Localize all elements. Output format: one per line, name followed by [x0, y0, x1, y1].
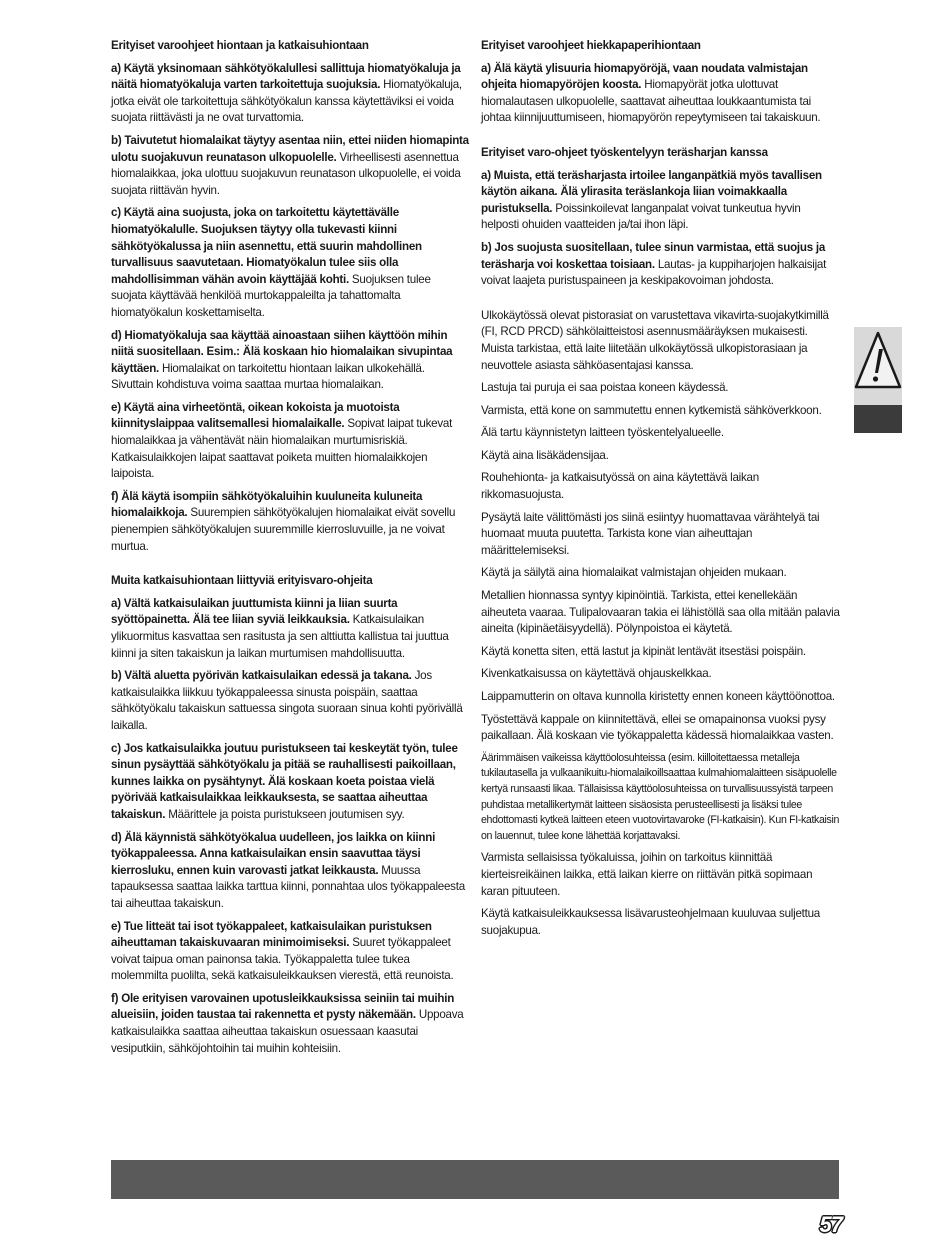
item-text: Katkaisulaikan ylikuormitus kasvattaa sen rasitusta ja sen alttiutta kallistua tai juuttua kiinni ja siten takaiskun ja laikan murtumisen mahdollisuutta. [111, 613, 449, 660]
paragraph: Käytä aina lisäkädensijaa. [481, 448, 609, 462]
item-text: Hiomapyörät jotka ulottuvat hiomalautasen ulkopuolelle, saattavat aiheuttaa loukkaantumista tai johtaa kiinnijuuttumiseen, hiomapyörön repeytymiseen tai takaiskuun. [481, 78, 821, 125]
item-text: Virheellisesti asennettua hiomalaikkaa, joka ulottuu suojakuvun reunatason ulkopuolelle, ei voida suojata riittävän hyvin. [111, 150, 461, 197]
list-item [111, 400, 469, 483]
paragraph: Ulkokäytössä olevat pistorasiat on varustettava vikavirta-suojakytkimillä (FI, RCD PRCD) sähkölaitteistosi asennusmääräyksen mukaisesti. Muista tarkistaa, että laite liitetään ulkokäytössä ulkopistorasiaan ja neuvottele asiasta sähköasentajasi kanssa. [481, 308, 829, 372]
item-text: Lautas- ja kuppiharjojen halkaisijat voivat laajeta puristuspaineen ja keskipakovoiman johdosta. [481, 257, 827, 288]
paragraph: Älä tartu käynnistetyn laitteen työskentelyalueelle. [481, 426, 724, 440]
warning-triangle-icon [854, 327, 902, 433]
list-item [111, 596, 469, 662]
paragraph: Laippamutterin on oltava kunnolla kiristetty ennen koneen käyttöönottoa. [481, 690, 835, 703]
item-heading: c) Jos katkaisulaikka joutuu puristukseen tai keskeytät työn, tulee sinun pysäyttää sähkötyökalu ja pitää se rauhallisesti paikoillaan, kunnes laikka on pysähtynyt. Älä koskaan koeta poistaa vielä pyörivää katkaisulaikkaa leikkauksesta, se saattaa aiheuttaa takaiskun. [111, 741, 458, 821]
item-text: Hiomatyökaluja, jotka eivät ole tarkoitettuja sähkötyökalun kanssa käytettäviksi ei voida suojata riittävästi ja ne ovat turvattomia. [111, 78, 462, 125]
list-item [111, 205, 469, 321]
page-number: 57 [819, 1212, 842, 1237]
section-title-sanding: Erityiset varoohjeet hiekkapaperihiontaan [481, 39, 701, 52]
item-text: Muussa tapauksessa saattaa laikka tarttua kiinni, ponnahtaa ulos työkappaleesta tai aiheuttaa takaiskun. [111, 863, 465, 910]
list-item [481, 168, 840, 234]
paragraph: Työstettävä kappale on kiinnitettävä, ellei se omapainonsa vuoksi pysy paikallaan. Älä koskaan vie työkappaletta kädessä hiomalaikkaa vasten. [481, 712, 834, 743]
list-item [111, 830, 469, 913]
list-item [481, 61, 840, 127]
item-text: Suurempien sähkötyökalujen hiomalaikat eivät sovellu pienempien sähkötyökalujen suuremmille kierrosluvuille, ja ne voivat murtua. [111, 506, 456, 553]
cutting-list [111, 596, 469, 1057]
section-title-grinding: Erityiset varoohjeet hiontaan ja katkaisuhiontaan [111, 39, 369, 52]
paragraph: Varmista, että kone on sammutettu ennen kytkemistä sähköverkkoon. [481, 403, 822, 417]
list-item [111, 61, 469, 127]
item-text: Sopivat laipat tukevat hiomalaikkaa ja vähentävät näin hiomalaikan murtumisriskiä. Katkaisulaikkojen laipat saattavat poiketa muitten hiomalaikkojen laipoista. [111, 417, 453, 481]
left-column [111, 38, 469, 1063]
item-heading: a) Älä käytä ylisuuria hiomapyöröjä, vaan noudata valmistajan ohjeita hiomapyöröjen koosta. [481, 61, 808, 92]
paragraph: Pysäytä laite välittömästi jos siinä esiintyy huomattavaa värähtelyä tai huomaat muuta puutetta. Tarkista kone vian aiheuttajan määrittelemiseksi. [481, 510, 820, 557]
item-heading: d) Älä käynnistä sähkötyökalua uudelleen, jos laikka on kiinni työkappaleessa. Anna katkaisulaikan ensin saavuttaa täysi kierrosluku, ennen kuin varovasti jatkat leikkausta. [111, 830, 436, 877]
paragraph: Metallien hionnassa syntyy kipinöintiä. Tarkista, ettei kenellekään aiheuteta vaaraa. Tulipalovaaran takia ei lähistöllä saa olla mitään palavia aineita (kipinäetäisyydellä). Pölynpoistoa ei käytetä. [481, 589, 840, 636]
paragraph: Varmista sellaisissa työkaluissa, joihin on tarkoitus kiinnittää kierteisreikäinen laikka, että laikan kierre on riittävän pitkä sopimaan karan pituuteen. [481, 851, 813, 898]
item-text: Suojuksen tulee suojata käyttävää henkilöä murtokappaleilta ja tahattomalta hiomatyökalun koskettamiselta. [111, 272, 431, 319]
list-item [111, 328, 469, 394]
paragraph: Käytä ja säilytä aina hiomalaikat valmistajan ohjeiden mukaan. [481, 566, 787, 580]
item-heading: b) Vältä aluetta pyörivän katkaisulaikan edessä ja takana. [111, 669, 412, 683]
item-heading: a) Muista, että teräsharjasta irtoilee langanpätkiä myös tavallisen käytön aikana. Älä ylirasita teräslankoja liian voimakkaalla puristuksella. [481, 168, 822, 215]
grinding-list [111, 61, 469, 556]
list-item [111, 741, 469, 824]
paragraph: Käytä katkaisuleikkauksessa lisävarusteohjelmaan kuuluvaa suljettua suojakupua. [481, 907, 820, 937]
item-heading: a) Käytä yksinomaan sähkötyökalullesi sallittuja hiomatyökaluja ja näitä hiomatyökaluja varten tarkoitettuja suojuksia. [111, 61, 461, 92]
item-heading: a) Vältä katkaisulaikan juuttumista kiinni ja liian suurta syöttöpainetta. Älä tee liian syviä leikkauksia. [111, 596, 398, 627]
item-heading: f) Älä käytä isompiin sähkötyökaluihin kuuluneita kuluneita hiomalaikkoja. [111, 489, 423, 520]
item-text: Suuret työkappaleet voivat taipua oman painonsa takia. Työkappaletta tulee tukea molemmilta puolilta, sekä katkaisuleikkauksen vierestä, että reunoista. [111, 936, 454, 983]
list-item [481, 240, 840, 290]
item-text: Hiomalaikat on tarkoitettu hiontaan laikan ulkokehällä. Sivuttain kohdistuva voima saattaa murtaa hiomalaikan. [111, 361, 425, 392]
item-heading: b) Taivutetut hiomalaikat täytyy asentaa niin, ettei niiden hiomapinta ulotu suojakuvun reunatason ulkopuolelle. [111, 133, 469, 164]
item-heading: e) Käytä aina virheetöntä, oikean kokoista ja muotoista kiinnityslaippaa valitsemallesi hiomalaikalle. [111, 400, 400, 431]
footer-bar [111, 1160, 839, 1199]
list-item [111, 991, 469, 1057]
paragraph: Lastuja tai puruja ei saa poistaa koneen käydessä. [481, 381, 729, 395]
paragraph: Kivenkatkaisussa on käytettävä ohjauskelkkaa. [481, 667, 712, 681]
right-column [481, 38, 840, 945]
item-heading: b) Jos suojusta suositellaan, tulee sinun varmistaa, että suojus ja teräsharja voi koskettaa toisiaan. [481, 240, 826, 271]
item-text: Jos katkaisulaikka liikkuu työkappaleessa sinusta poispäin, saattaa sähkötyökalu takaiskun sattuessa singota suoraan sinua kohti pyörivällä laikalla. [111, 669, 463, 732]
list-item [111, 133, 469, 199]
warning-tab [854, 327, 902, 433]
list-item [111, 668, 469, 734]
item-heading: d) Hiomatyökaluja saa käyttää ainoastaan siihen käyttöön mihin niitä suositellaan. Esim.: Älä koskaan hio hiomalaikan sivupintaa käyttäen. [111, 328, 453, 375]
section-title-wire-brush: Erityiset varo-ohjeet työskentelyyn teräsharjan kanssa [481, 145, 768, 159]
list-item [111, 919, 469, 985]
item-heading: f) Ole erityisen varovainen upotusleikkauksissa seiniin tai muihin alueisiin, joiden taustaa tai rakennetta et pysty näkemään. [111, 991, 455, 1022]
item-text: Määrittele ja poista puristukseen joutumisen syy. [165, 807, 405, 821]
item-text: Poissinkoilevat langanpalat voivat tunkeutua hyvin helposti ohuiden vaatteiden ja/tai ihon läpi. [481, 201, 801, 232]
section-title-cutting: Muita katkaisuhiontaan liittyviä erityisvaro-ohjeita [111, 574, 373, 588]
paragraph: Käytä konetta siten, että lastut ja kipinät lentävät itsestäsi poispäin. [481, 644, 806, 658]
item-heading: e) Tue litteät tai isot työkappaleet, katkaisulaikan puristuksen aiheuttaman takaiskuvaaran minimoimiseksi. [111, 919, 432, 950]
list-item [111, 489, 469, 555]
item-heading: c) Käytä aina suojusta, joka on tarkoitettu käytettävälle hiomatyökalulle. Suojuksen täytyy olla tukevasti kiinni sähkötyökalussa ja niin asennettu, että suurin mahdollinen turvallisuus saavutetaan. Hiomatyökalun tulee siis olla mahdollisimman vähän avoin käyttäjää kohti. [111, 206, 422, 286]
paragraph: Äärimmäisen vaikeissa käyttöolosuhteissa (esim. kiilloitettaessa metalleja tukilautasella ja vulkaanikuitu-hiomalaikoillsaattaa kulmahiomalaitteen sisäpuolelle kertyä runsaasti likaa. Tällaisissa käyttöolosuhteissa on turvallisuussyistä tarpeen puhdistaa metallikertymät laitteen sisäosista perusteellisesti ja lisäksi tulee ehdottomasti kytkeä laitteen eteen vuotovirtavaroke (FI-katkaisin). Kun FI-katkaisin on lauennut, tulee kone lähettää korjattavaksi. [481, 751, 840, 842]
paragraph: Rouhehionta- ja katkaisutyössä on aina käytettävä laikan rikkomasuojusta. [481, 471, 759, 502]
item-text: Uppoava katkaisulaikka saattaa aiheuttaa takaiskun osuessaan kaasutai vesiputkiin, sähköjohtoihin tai muihin kohteisiin. [111, 1008, 464, 1055]
